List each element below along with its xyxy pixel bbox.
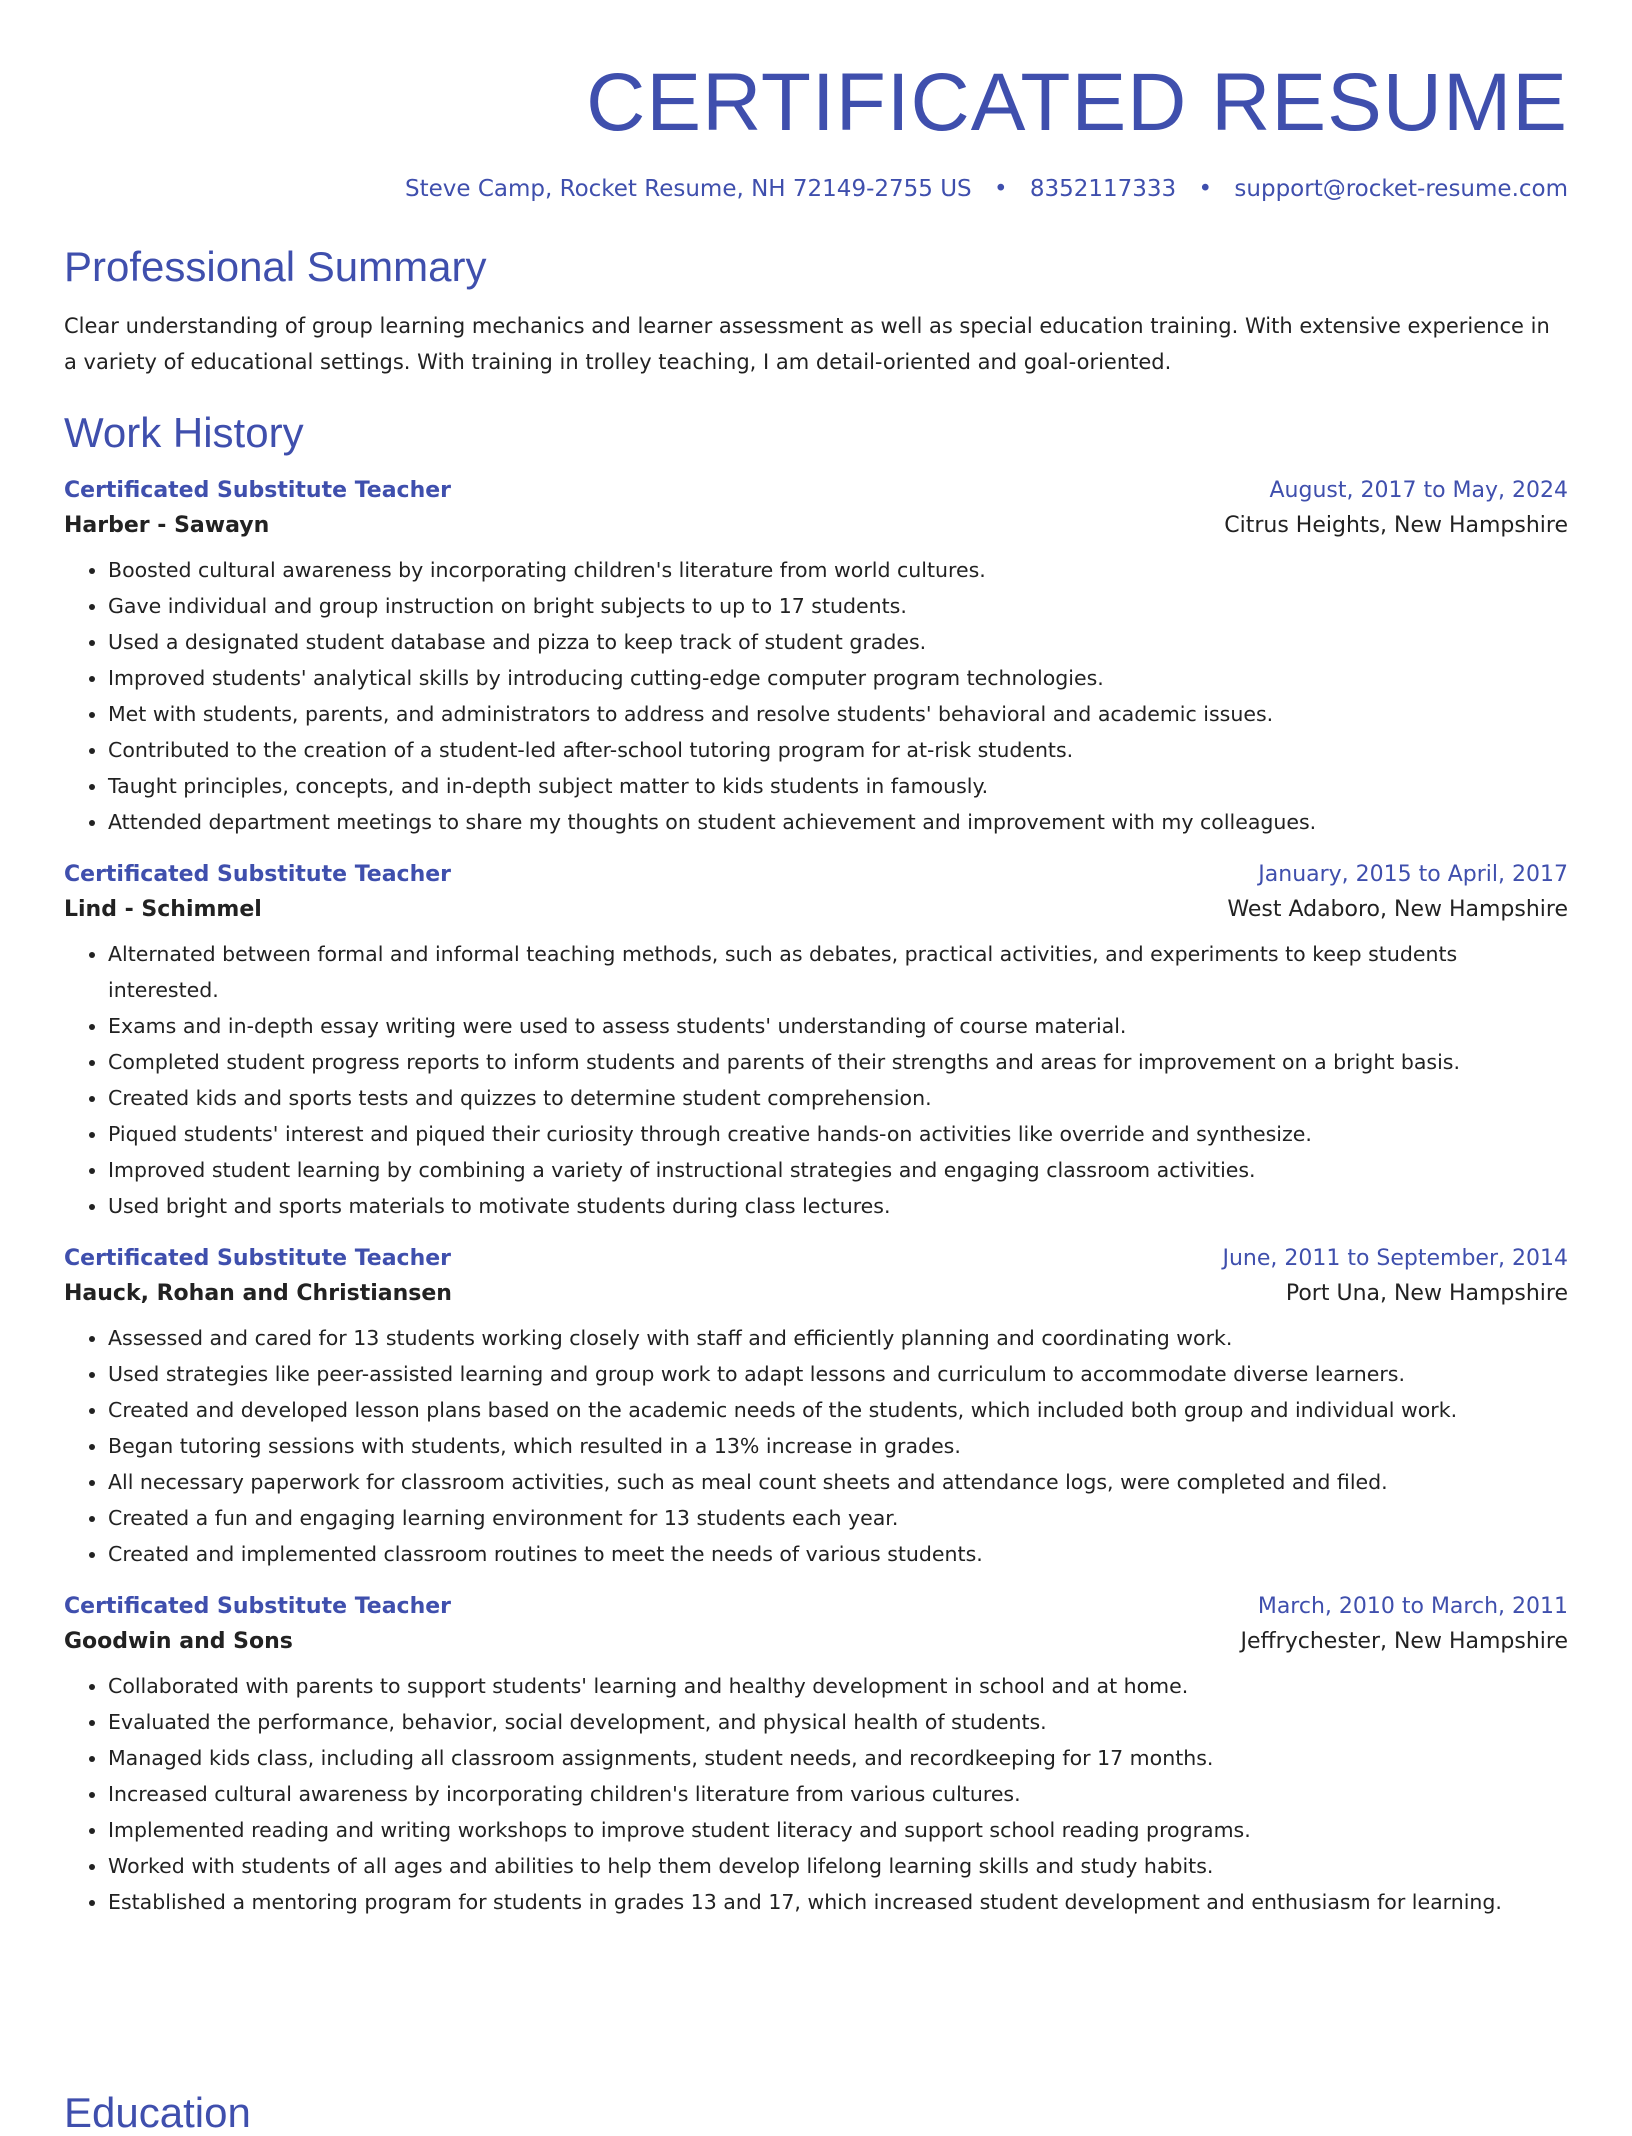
job-bullet: • Assessed and cared for 13 students working closely with staff and efficiently planning and coordinating work. [108,1320,1568,1356]
job-bullet: • Boosted cultural awareness by incorporating children's literature from world cultures. [108,552,1568,588]
contact-phone: 8352117333 [1029,176,1177,202]
job-company: Goodwin and Sons [64,1628,293,1654]
education-heading: Education [64,2089,251,2136]
job-header-row [64,862,1568,887]
summary-text: Clear understanding of group learning mechanics and learner assessment as well as special education training. With extensive experience in a variety of educational settings. With training in trolley teaching, I am detail-oriented and goal-oriented. [64,313,1550,374]
job-location: Port Una, New Hampshire [1285,1280,1568,1306]
job-company-row [64,1281,1568,1306]
contact-separator: • [993,176,1008,202]
job-bullet: • Increased cultural awareness by incorporating children's literature from various cultures. [108,1776,1568,1812]
job-entry [64,1246,1568,1572]
job-bullet: • Collaborated with parents to support students' learning and healthy development in school and at home. [108,1668,1568,1704]
job-header-row [64,1594,1568,1619]
job-bullet: • Attended department meetings to share my thoughts on student achievement and improvement with my colleagues. [108,804,1568,840]
job-title: Certificated Substitute Teacher [64,861,452,887]
job-bullet-list [64,1320,1568,1572]
job-bullet: • Created and developed lesson plans based on the academic needs of the students, which included both group and individual work. [108,1392,1568,1428]
job-entry [64,1594,1568,1920]
job-bullet: • Contributed to the creation of a student-led after-school tutoring program for at-risk students. [108,732,1568,768]
job-title: Certificated Substitute Teacher [64,1245,452,1271]
job-bullet: • Used strategies like peer-assisted learning and group work to adapt lessons and curriculum to accommodate diverse learners. [108,1356,1568,1392]
job-bullet: • Created kids and sports tests and quizzes to determine student comprehension. [108,1080,1568,1116]
job-bullet: • Taught principles, concepts, and in-depth subject matter to kids students in famously. [108,768,1568,804]
job-company-row [64,897,1568,922]
job-title: Certificated Substitute Teacher [64,1593,452,1619]
job-dates: March, 2010 to March, 2011 [1257,1593,1568,1619]
job-bullet: • Used a designated student database and pizza to keep track of student grades. [108,624,1568,660]
job-company-row [64,513,1568,538]
job-bullet: • Established a mentoring program for students in grades 13 and 17, which increased student development and enthusiasm for learning. [108,1884,1568,1920]
summary-heading: Professional Summary [64,242,487,290]
job-bullet: • Worked with students of all ages and abilities to help them develop lifelong learning skills and study habits. [108,1848,1568,1884]
job-bullet-list [64,1668,1568,1920]
job-bullet: • Evaluated the performance, behavior, social development, and physical health of students. [108,1704,1568,1740]
job-location: West Adaboro, New Hampshire [1227,896,1568,922]
contact-line [64,176,1568,204]
work-history-heading: Work History [64,408,304,456]
job-bullet: • Alternated between formal and informal teaching methods, such as debates, practical activities, and experiments to keep students interested. [108,936,1568,1008]
job-bullet: • Used bright and sports materials to motivate students during class lectures. [108,1188,1568,1224]
job-location: Jeffrychester, New Hampshire [1240,1628,1568,1654]
job-company: Hauck, Rohan and Christiansen [64,1280,452,1306]
job-bullet-list [64,552,1568,840]
job-bullet: • Completed student progress reports to inform students and parents of their strengths and areas for improvement on a bright basis. [108,1044,1568,1080]
job-bullet: • Improved students' analytical skills by introducing cutting-edge computer program technologies. [108,660,1568,696]
job-bullet-list [64,936,1568,1224]
job-header-row [64,478,1568,503]
resume-title: CERTIFICATED RESUME [586,57,1568,148]
job-title: Certificated Substitute Teacher [64,477,452,503]
work-history-list [64,478,1568,1920]
job-header-row [64,1246,1568,1271]
job-location: Citrus Heights, New Hampshire [1224,512,1568,538]
job-dates: August, 2017 to May, 2024 [1269,477,1568,503]
job-company: Lind - Schimmel [64,896,262,922]
contact-separator: • [1198,176,1213,202]
job-bullet: • Improved student learning by combining a variety of instructional strategies and engaging classroom activities. [108,1152,1568,1188]
job-dates: January, 2015 to April, 2017 [1258,861,1568,887]
job-entry [64,478,1568,840]
job-bullet: • Created a fun and engaging learning environment for 13 students each year. [108,1500,1568,1536]
contact-address: Steve Camp, Rocket Resume, NH 72149-2755 US [405,176,972,202]
job-bullet: • Managed kids class, including all classroom assignments, student needs, and recordkeeping for 17 months. [108,1740,1568,1776]
job-entry [64,862,1568,1224]
job-bullet: • Met with students, parents, and administrators to address and resolve students' behavioral and academic issues. [108,696,1568,732]
job-company-row [64,1629,1568,1654]
job-bullet: • Exams and in-depth essay writing were used to assess students' understanding of course material. [108,1008,1568,1044]
contact-email: support@rocket-resume.com [1234,176,1568,202]
job-company: Harber - Sawayn [64,512,270,538]
job-bullet: • Gave individual and group instruction on bright subjects to up to 17 students. [108,588,1568,624]
job-bullet: • All necessary paperwork for classroom activities, such as meal count sheets and attendance logs, were completed and filed. [108,1464,1568,1500]
resume-page [64,0,1568,1920]
job-bullet: • Piqued students' interest and piqued their curiosity through creative hands-on activities like override and synthesize. [108,1116,1568,1152]
job-bullet: • Created and implemented classroom routines to meet the needs of various students. [108,1536,1568,1572]
job-dates: June, 2011 to September, 2014 [1222,1245,1568,1271]
job-bullet: • Began tutoring sessions with students, which resulted in a 13% increase in grades. [108,1428,1568,1464]
job-bullet: • Implemented reading and writing workshops to improve student literacy and support school reading programs. [108,1812,1568,1848]
